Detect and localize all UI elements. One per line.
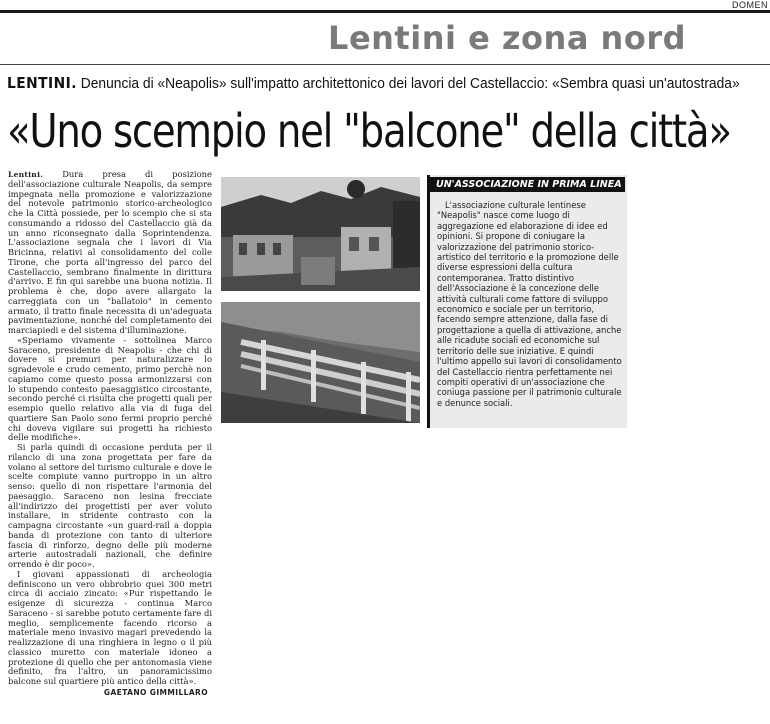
header-date: DOMEN [732,0,768,10]
photo-buildings-hillside [221,177,420,291]
section-title: Lentini e zona nord [328,19,686,57]
photo-guard-rail-road-icon [221,302,420,423]
headline: «Uno scempio nel "balcone" della città» [7,104,731,158]
sidebar-paragraph: L'associazione culturale lentinese "Neapolis" nasce come luogo di aggregazione ed elaborazione di idee ed opinioni. Si propone di coniugare la valorizzazione del patrimonio storico-artistico del territorio e la promozione delle diverse espressioni della cultura contemporanea. Tratto distintivo dell'Associazione è la concezione delle attività culturali come fattore di sviluppo economico e sociale per un territorio, facendo sempre attenzione, dalla fase di progettazione a quella di attivazione, anche alle ricadute sociali ed economiche sul territorio delle sue iniziative. E quindi l'ultimo appello sui lavori di consolidamento del Castellaccio rientra perfettamente nei compiti operativi di un'associazione che coniuga passione per il patrimonio culturale e denunce sociali. [437,200,622,408]
header-rule [0,10,770,13]
sidebar-box [427,175,627,428]
article-paragraph: Lentini. Dura presa di posizione dell'associazione culturale Neapolis, da sempre impegnata nella promozione e valorizzazione del notevole patrimonio storico-archeologico che la Città possiede, per lo scempio che si sta consumando a ridosso del Castellaccio già da un anno riconsegnato dalla Soprintendenza. L'associazione segnala che i lavori di Via Bricinna, relativi al consolidamento del colle Tirone, che porta all'ingresso del parco del Castellaccio, sembrano finalmente in dirittura d'arrivo. E fin qui sarebbe una buona notizia. Il problema è che, dopo avere allargato la carreggiata con un "ballatoio" in cemento armato, il tratto finale necessita di un'adeguata pavimentazione, nonché del completamento dei marciapiedi e del sistema d'illuminazione. [8,169,212,335]
photo-guard-rail-road [221,302,420,423]
article-dateline: Lentini. [8,170,44,179]
sidebar-rule [427,175,430,428]
kicker-location: LENTINI. [7,74,77,92]
sidebar-text [437,200,623,408]
article-byline: GAETANO GIMMILLARO [103,687,208,697]
kicker-text: Denuncia di «Neapolis» sull'impatto architettonico dei lavori del Castellaccio: «Sembra quasi un'autostrada» [80,75,740,92]
article-paragraph: Si parla quindi di occasione perduta per il rilancio di una zona progettata per fare da volano al settore del turismo culturale e dove le scelte compiute vanno purtroppo in un altro senso: quello di non rispettare l'armonia del paesaggio. Saraceno non lesina frecciate all'indirizzo dei progettisti per aver voluto installare, in stridente contrasto con la campagna circostante «un guard-rail a doppia banda di protezione con tanto di ulteriore fascia di rinforzo, degno delle più moderne arterie autostradali nazionali, che definire orrendo è dir poco». [8,442,212,569]
section-rule [0,64,770,65]
article-body [8,170,212,698]
article-paragraph: «Speriamo vivamente - sottolinea Marco Saraceno, presidente di Neapolis - che chi di dovere si premuri per naturalizzare lo sgradevole e crudo cemento, primo perchè non capiamo come questo possa armonizzarsi con lo stupendo contesto paesaggistico circostante, secondo perché ci risulta che progetti quali per esempio quello relativo alla via di fuga del quartiere San Paolo sono fermi proprio perché chi doveva vigilare sui progetti ha richiesto delle modifiche». [8,334,212,443]
sidebar-title: UN'ASSOCIAZIONE IN PRIMA LINEA [430,177,625,192]
kicker [7,74,740,92]
photo-buildings-hillside-icon [221,177,420,291]
article-paragraph: I giovani appassionati di archeologia definiscono un vero obbrobrio quei 300 metri circa di acciaio zincato: «Pur rispettando le esigenze di sicurezza - continua Marco Saraceno - si sarebbe potuto certamente fare di meglio, semplicemente facendo ricorso a materiale meno invasivo magari prevedendo la realizzazione di una ringhiera in legno o il più classico muretto con materiale idoneo a protezione di quello che per antonomasia viene definito, fra l'altro, un panoramicissimo balcone sul quartiere più antico della città». [8,568,212,686]
